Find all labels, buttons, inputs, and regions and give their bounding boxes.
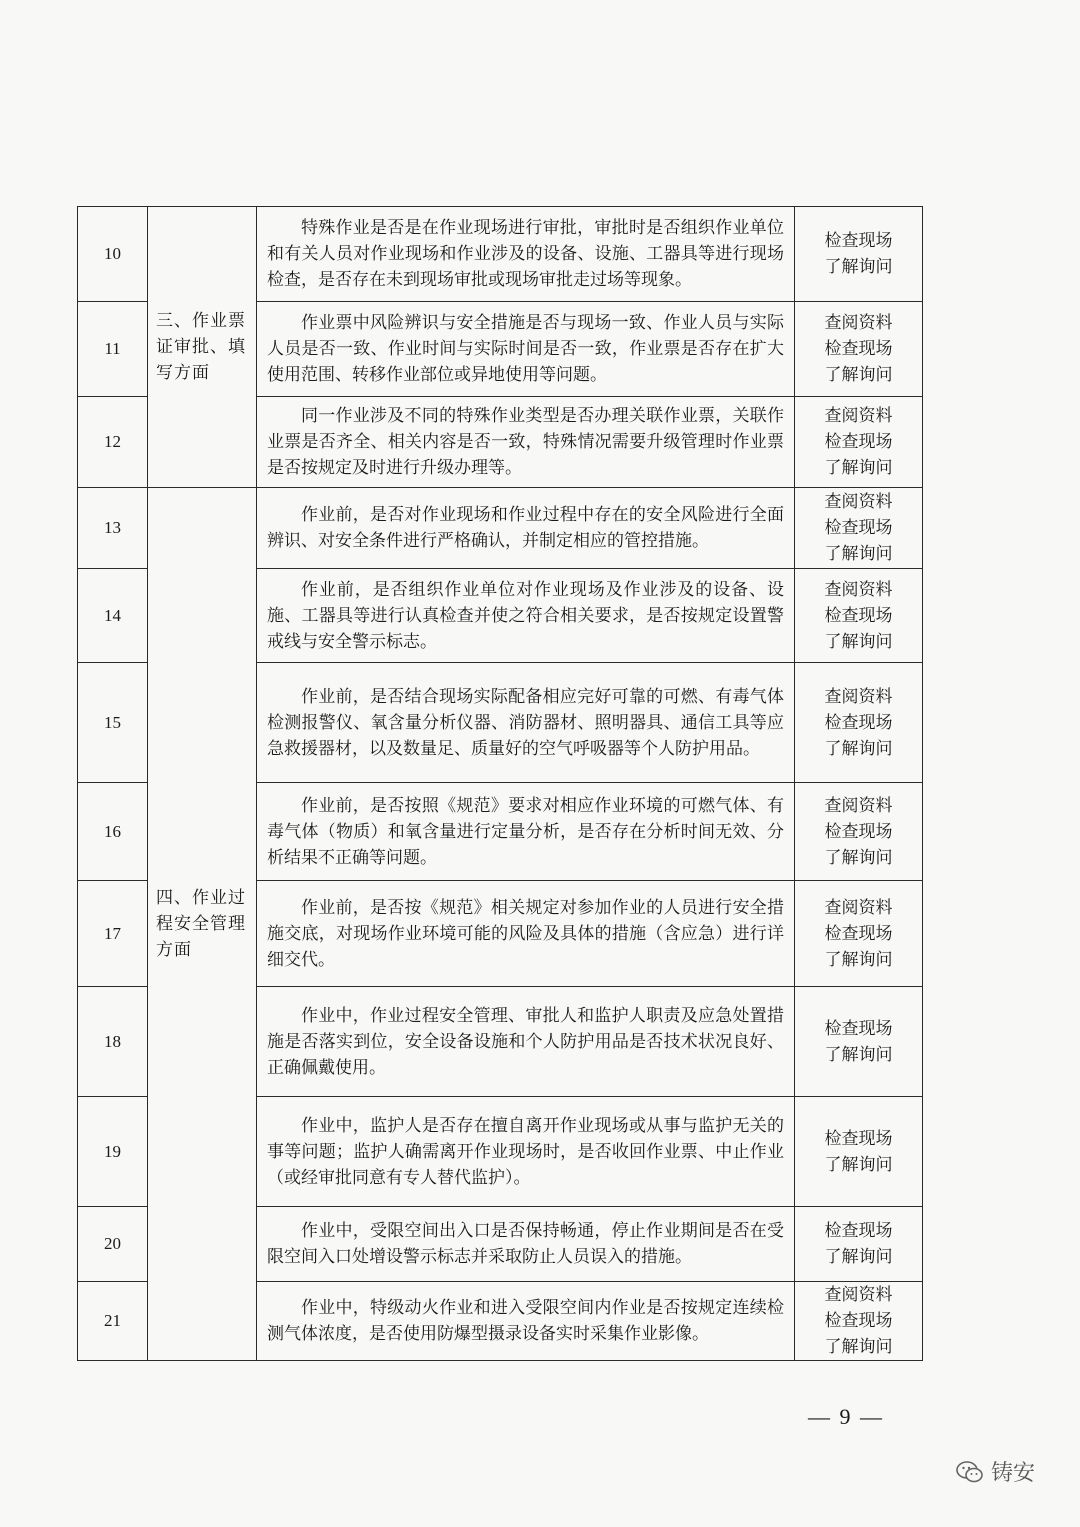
row-number: 20 bbox=[78, 1207, 148, 1282]
category-cell: 三、作业票证审批、填写方面 bbox=[148, 207, 257, 488]
watermark bbox=[955, 1456, 1035, 1487]
row-number: 19 bbox=[78, 1097, 148, 1207]
page-number: — 9 — bbox=[808, 1404, 884, 1429]
check-method: 检查现场 了解询问 bbox=[795, 1097, 923, 1207]
check-item: 作业中，特级动火作业和进入受限空间内作业是否按规定连续检测气体浓度，是否使用防爆型摄录设备实时采集作业影像。 bbox=[257, 1282, 795, 1361]
check-method: 查阅资料 检查现场 了解询问 bbox=[795, 663, 923, 783]
category-cell: 四、作业过程安全管理方面 bbox=[148, 488, 257, 1361]
check-method: 查阅资料 检查现场 了解询问 bbox=[795, 488, 923, 569]
check-method: 检查现场 了解询问 bbox=[795, 207, 923, 302]
check-method: 查阅资料 检查现场 了解询问 bbox=[795, 881, 923, 987]
row-number: 13 bbox=[78, 488, 148, 569]
table-row bbox=[78, 488, 923, 569]
row-number: 16 bbox=[78, 783, 148, 881]
check-item: 作业前，是否按《规范》相关规定对参加作业的人员进行安全措施交底，对现场作业环境可能的风险及具体的措施（含应急）进行详细交代。 bbox=[257, 881, 795, 987]
check-method: 查阅资料 检查现场 了解询问 bbox=[795, 302, 923, 397]
check-item: 作业前，是否按照《规范》要求对相应作业环境的可燃气体、有毒气体（物质）和氧含量进行定量分析，是否存在分析时间无效、分析结果不正确等问题。 bbox=[257, 783, 795, 881]
inspection-table bbox=[77, 206, 923, 1361]
row-number: 15 bbox=[78, 663, 148, 783]
row-number: 12 bbox=[78, 397, 148, 488]
check-item: 作业票中风险辨识与安全措施是否与现场一致、作业人员与实际人员是否一致、作业时间与实际时间是否一致，作业票是否存在扩大使用范围、转移作业部位或异地使用等问题。 bbox=[257, 302, 795, 397]
check-item: 作业前，是否结合现场实际配备相应完好可靠的可燃、有毒气体检测报警仪、氧含量分析仪器、消防器材、照明器具、通信工具等应急救援器材，以及数量足、质量好的空气呼吸器等个人防护用品。 bbox=[257, 663, 795, 783]
check-method: 查阅资料 检查现场 了解询问 bbox=[795, 1282, 923, 1361]
check-item: 作业前，是否组织作业单位对作业现场及作业涉及的设备、设施、工器具等进行认真检查并使之符合相关要求，是否按规定设置警戒线与安全警示标志。 bbox=[257, 569, 795, 663]
row-number: 18 bbox=[78, 987, 148, 1097]
table-row bbox=[78, 207, 923, 302]
row-number: 17 bbox=[78, 881, 148, 987]
row-number: 11 bbox=[78, 302, 148, 397]
row-number: 14 bbox=[78, 569, 148, 663]
check-item: 作业中，受限空间出入口是否保持畅通，停止作业期间是否在受限空间入口处增设警示标志并采取防止人员误入的措施。 bbox=[257, 1207, 795, 1282]
wechat-icon bbox=[955, 1459, 985, 1485]
watermark-text: 铸安 bbox=[991, 1461, 1036, 1486]
check-item: 同一作业涉及不同的特殊作业类型是否办理关联作业票，关联作业票是否齐全、相关内容是否一致，特殊情况需要升级管理时作业票是否按规定及时进行升级办理等。 bbox=[257, 397, 795, 488]
check-method: 检查现场 了解询问 bbox=[795, 1207, 923, 1282]
row-number: 21 bbox=[78, 1282, 148, 1361]
check-item: 作业前，是否对作业现场和作业过程中存在的安全风险进行全面辨识、对安全条件进行严格确认，并制定相应的管控措施。 bbox=[257, 488, 795, 569]
check-item: 特殊作业是否是在作业现场进行审批，审批时是否组织作业单位和有关人员对作业现场和作业涉及的设备、设施、工器具等进行现场检查，是否存在未到现场审批或现场审批走过场等现象。 bbox=[257, 207, 795, 302]
check-method: 查阅资料 检查现场 了解询问 bbox=[795, 569, 923, 663]
check-method: 查阅资料 检查现场 了解询问 bbox=[795, 783, 923, 881]
row-number: 10 bbox=[78, 207, 148, 302]
check-method: 查阅资料 检查现场 了解询问 bbox=[795, 397, 923, 488]
check-item: 作业中，作业过程安全管理、审批人和监护人职责及应急处置措施是否落实到位，安全设备设施和个人防护用品是否技术状况良好、正确佩戴使用。 bbox=[257, 987, 795, 1097]
check-item: 作业中，监护人是否存在擅自离开作业现场或从事与监护无关的事等问题；监护人确需离开作业现场时，是否收回作业票、中止作业（或经审批同意有专人替代监护）。 bbox=[257, 1097, 795, 1207]
check-method: 检查现场 了解询问 bbox=[795, 987, 923, 1097]
